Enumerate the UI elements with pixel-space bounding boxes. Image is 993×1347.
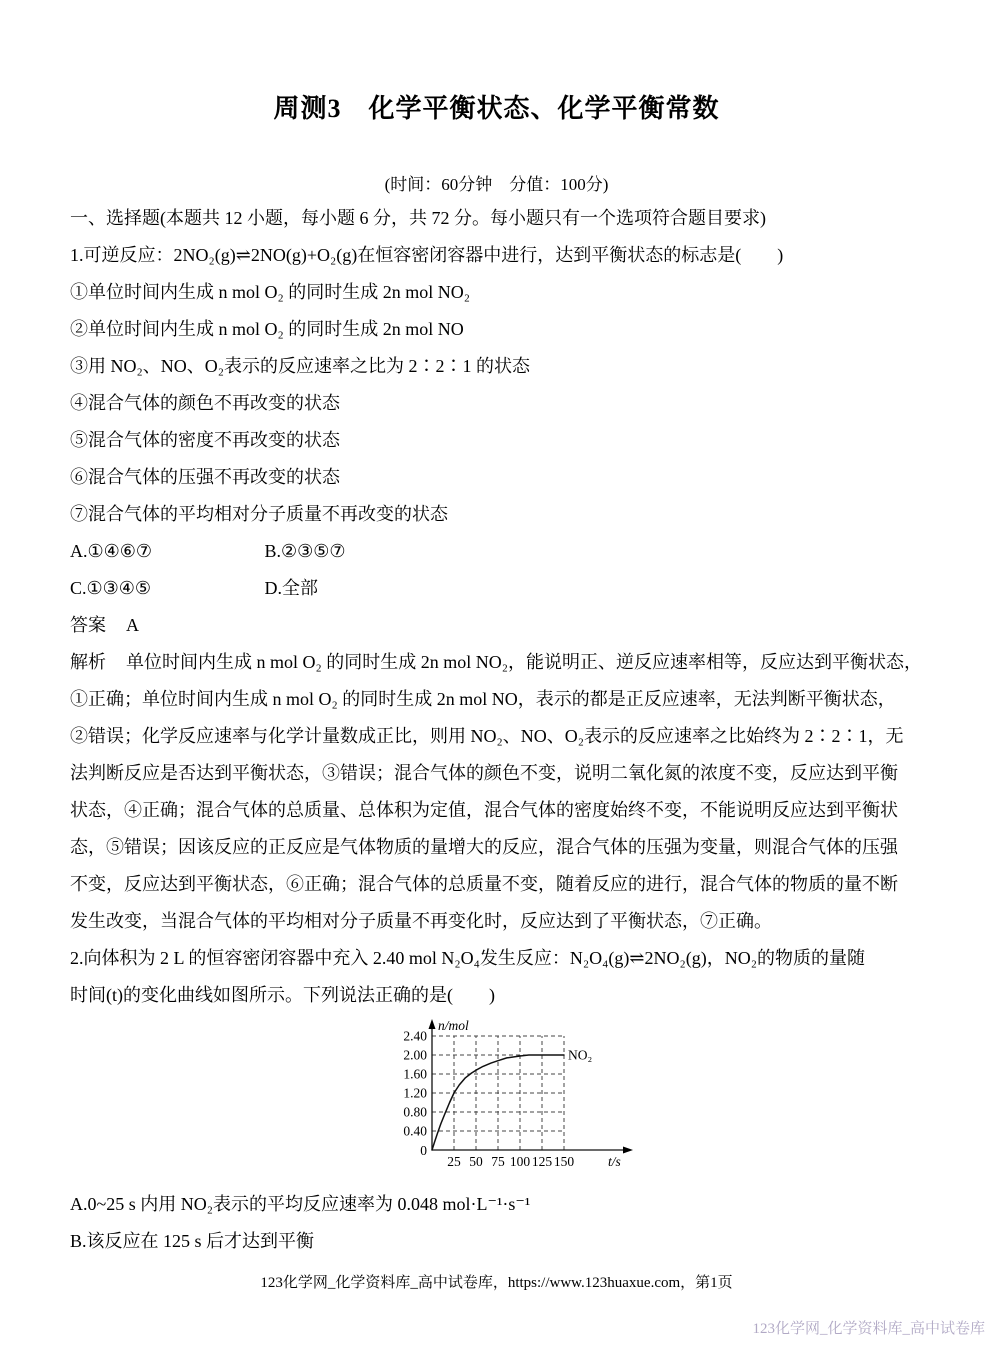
q1-options-row-1	[70, 533, 955, 570]
q2-chart-svg	[382, 1014, 662, 1186]
q1-analysis-label: 解析	[70, 652, 106, 672]
q1-options-row-2	[70, 570, 955, 607]
svg-text:25: 25	[447, 1154, 461, 1169]
svg-text:t/s: t/s	[608, 1154, 621, 1169]
q1-option-d: D.全部	[264, 578, 318, 598]
q1-item-5: ⑤混合气体的密度不再改变的状态	[70, 430, 340, 450]
svg-text:0.80: 0.80	[403, 1104, 427, 1120]
watermark: 123化学网_化学资料库_高中试卷库	[752, 1321, 985, 1337]
q1-answer-label: 答案	[70, 615, 106, 635]
q1-option-a: A.①④⑥⑦	[70, 541, 153, 561]
svg-text:1.60: 1.60	[403, 1066, 427, 1082]
q1-item-7: ⑦混合气体的平均相对分子质量不再改变的状态	[70, 504, 448, 524]
svg-text:75: 75	[491, 1154, 505, 1169]
q1-analysis-line-3: ②错误；化学反应速率与化学计量数成正比，则用 NO₂、NO、O₂表示的反应速率之比始终为 2∶2∶1，无	[70, 726, 904, 746]
svg-text:n/mol: n/mol	[438, 1018, 469, 1033]
svg-text:0: 0	[420, 1143, 427, 1158]
q1-item-4: ④混合气体的颜色不再改变的状态	[70, 393, 340, 413]
content-area	[70, 200, 955, 1260]
svg-text:100: 100	[509, 1154, 531, 1169]
q1-analysis-line-2: ①正确；单位时间内生成 n mol O₂ 的同时生成 2n mol NO，表示的都是正反应速率，无法判断平衡状态，	[70, 689, 896, 709]
q1-option-b: B.②③⑤⑦	[264, 541, 346, 561]
q1-analysis-line-4: 法判断反应是否达到平衡状态，③错误；混合气体的颜色不变，说明二氧化氮的浓度不变，反应达到平衡	[70, 763, 898, 783]
section-header: 一、选择题(本题共 12 小题，每小题 6 分，共 72 分。每小题只有一个选项符合题目要求)	[70, 208, 766, 228]
q2-stem-line-2: 时间(t)的变化曲线如图所示。下列说法正确的是( )	[70, 985, 495, 1005]
q1-analysis-line-1	[70, 644, 955, 681]
q1-option-c: C.①③④⑤	[70, 578, 152, 598]
q1-analysis-line-6: 态，⑤错误；因该反应的正反应是气体物质的量增大的反应，混合气体的压强为变量，则混合气体的压强	[70, 837, 898, 857]
q2-stem-line-1: 2.向体积为 2 L 的恒容密闭容器中充入 2.40 mol N₂O₄发生反应：N₂O₄(g)⇌2NO₂(g)，NO₂的物质的量随	[70, 948, 866, 968]
svg-text:NO₂: NO₂	[568, 1047, 593, 1063]
q1-stem: 1.可逆反应：2NO₂(g)⇌2NO(g)+O₂(g)在恒容密闭容器中进行，达到平衡状态的标志是( )	[70, 245, 784, 265]
q1-answer-row	[70, 607, 955, 644]
svg-text:150: 150	[553, 1154, 575, 1169]
svg-text:0.40: 0.40	[403, 1123, 427, 1139]
q1-item-3: ③用 NO₂、NO、O₂表示的反应速率之比为 2∶2∶1 的状态	[70, 356, 531, 376]
q2-chart	[382, 1014, 662, 1186]
q1-analysis-line-8: 发生改变，当混合气体的平均相对分子质量不再变化时，反应达到了平衡状态，⑦正确。	[70, 911, 772, 931]
q2-option-a: A.0~25 s 内用 NO₂表示的平均反应速率为 0.048 mol·L⁻¹·s⁻¹	[70, 1194, 531, 1214]
page-footer: 123化学网_化学资料库_高中试卷库，https://www.123huaxue.com，第1页	[260, 1275, 733, 1291]
q1-analysis-line-7: 不变，反应达到平衡状态，⑥正确；混合气体的总质量不变，随着反应的进行，混合气体的物质的量不断	[70, 874, 898, 894]
q1-item-2: ②单位时间内生成 n mol O₂ 的同时生成 2n mol NO	[70, 319, 464, 339]
svg-text:2.40: 2.40	[403, 1028, 427, 1044]
svg-text:125: 125	[531, 1154, 553, 1169]
q2-option-b: B.该反应在 125 s 后才达到平衡	[70, 1231, 315, 1251]
svg-text:50: 50	[469, 1154, 483, 1169]
q1-analysis-text-1: 单位时间内生成 n mol O₂ 的同时生成 2n mol NO₂，能说明正、逆反应速率相等，反应达到平衡状态，	[126, 652, 923, 672]
svg-text:2.00: 2.00	[403, 1047, 427, 1063]
exam-meta: (时间：60分钟 分值：100分)	[384, 175, 609, 194]
page-title: 周测3 化学平衡状态、化学平衡常数	[273, 94, 720, 123]
q1-answer-value: A	[126, 615, 139, 635]
q1-analysis-line-5: 状态，④正确；混合气体的总质量、总体积为定值，混合气体的密度始终不变，不能说明反应达到平衡状	[70, 800, 898, 820]
svg-text:1.20: 1.20	[403, 1085, 427, 1101]
q1-item-1: ①单位时间内生成 n mol O₂ 的同时生成 2n mol NO₂	[70, 282, 471, 302]
q1-item-6: ⑥混合气体的压强不再改变的状态	[70, 467, 340, 487]
